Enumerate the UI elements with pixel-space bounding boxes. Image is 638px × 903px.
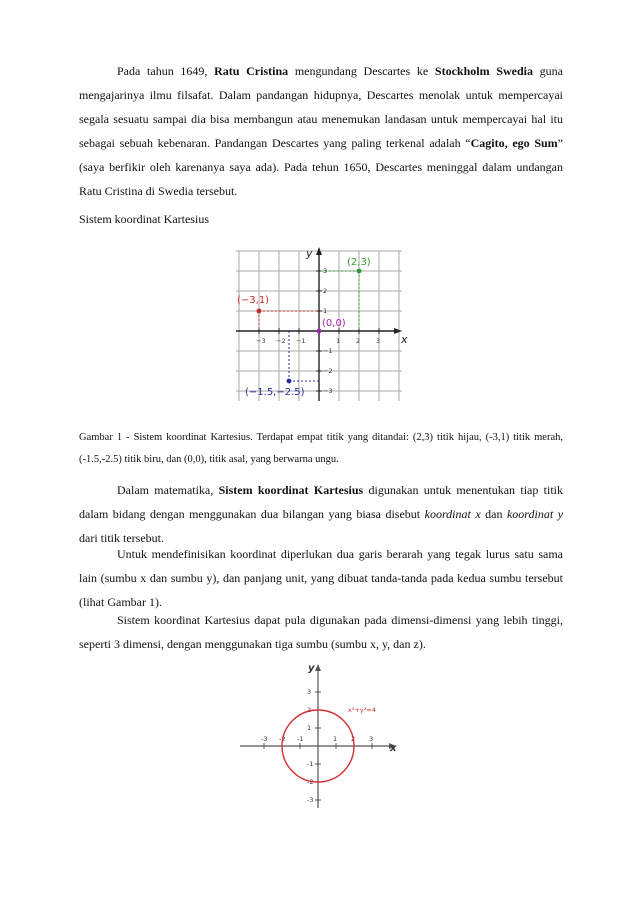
section-heading: Sistem koordinat Kartesius	[79, 212, 209, 226]
x-tick-label: −2	[276, 337, 286, 345]
bold-quote: Cagito, ego Sum	[470, 136, 558, 150]
y-tick-label: 3	[323, 267, 328, 275]
point-marker	[317, 329, 322, 334]
equation-label: x²+y²=4	[348, 706, 376, 714]
x-tick-label: −1	[296, 337, 306, 345]
point-label: (0,0)	[322, 318, 346, 329]
text: dan	[480, 507, 507, 521]
italic-koordinat-x: koordinat x	[424, 507, 481, 521]
paragraph-definition	[79, 478, 563, 550]
y-tick-label: 3	[307, 688, 312, 696]
x-tick-label: −3	[256, 337, 266, 345]
y-tick-label: -3	[307, 796, 314, 804]
bold-sistem-koordinat: Sistem koordinat Kartesius	[218, 483, 364, 497]
y-axis-label: y	[306, 247, 313, 260]
point-label: (−3,1)	[237, 295, 270, 306]
x-tick-label: 1	[333, 735, 338, 743]
y-axis-label: y	[308, 663, 315, 674]
x-tick-label: 2	[356, 337, 361, 345]
y-tick-label: −1	[323, 347, 333, 355]
y-tick-label: 1	[323, 307, 328, 315]
text: ” (saya berfikir oleh karenanya saya ada). Pada tehun 1650, Descartes meninggal dalam undangan Ratu Cristina di Swedia tersebut.	[79, 136, 563, 198]
point-label: (2,3)	[347, 257, 371, 268]
figure-circle-graph	[236, 662, 408, 812]
text: Pada tahun 1649,	[117, 64, 215, 78]
x-tick-label: -1	[297, 735, 304, 743]
paragraph-axes: Untuk mendefinisikan koordinat diperlukan dua garis berarah yang tegak lurus satu sama lain (sumbu x dan sumbu y), dan panjang unit, yang dibuat tanda-tanda pada kedua sumbu tersebut (lihat Gambar 1).	[79, 547, 563, 609]
figure1-caption: Gambar 1 - Sistem koordinat Kartesius. Terdapat empat titik yang ditandai: (2,3) titik hijau, (-3,1) titik merah, (-1.5,-2.5) titik biru, dan (0,0), titik asal, yang berwarna ungu.	[79, 432, 563, 465]
paragraph-dimensions: Sistem koordinat Kartesius dapat pula digunakan pada dimensi-dimensi yang lebih tinggi, seperti 3 dimensi, dengan menggunakan tiga sumbu (sumbu x, y, dan z).	[79, 613, 563, 651]
x-axis-label: x	[401, 333, 408, 346]
x-tick-label: 3	[369, 735, 374, 743]
x-axis-label: x	[390, 743, 397, 754]
y-tick-label: −2	[323, 367, 333, 375]
x-tick-label: 1	[336, 337, 341, 345]
x-tick-label: -3	[261, 735, 268, 743]
x-tick-label: 3	[376, 337, 381, 345]
text: Dalam matematika,	[117, 483, 219, 497]
point-marker	[357, 269, 362, 274]
text: guna mengajarinya ilmu filsafat. Dalam pandangan hidupnya, Descartes menolak untuk mempercayai segala sesuatu sampai dia bisa membangun atau menemukan landasan untuk mempercayai hal itu sebagai sebuah kebenaran. Pandangan Descartes yang paling terkenal adalah “	[79, 64, 563, 150]
x-tick-label: 2	[351, 735, 356, 743]
y-tick-label: -2	[307, 778, 314, 786]
text: mengundang Descartes ke	[288, 64, 435, 78]
bold-ratu-cristina: Ratu Cristina	[214, 64, 289, 78]
italic-koordinat-y: koordinat y	[506, 507, 564, 521]
bold-stockholm-swedia: Stockholm Swedia	[434, 64, 533, 78]
x-tick-label: -2	[279, 735, 286, 743]
y-tick-label: −3	[323, 387, 333, 395]
paragraph-descartes-history	[79, 59, 563, 203]
point-label: (−1.5,−2.5)	[245, 387, 305, 398]
y-tick-label: -1	[307, 760, 314, 768]
y-axis-arrow	[315, 664, 321, 671]
text: dari titik tersebut.	[79, 531, 164, 545]
text: digunakan untuk menentukan tiap titik dalam bidang dengan menggunakan dua bilangan yang biasa disebut	[79, 483, 563, 521]
y-tick-label: 2	[307, 706, 312, 714]
y-tick-label: 1	[307, 724, 312, 732]
y-tick-label: 2	[323, 287, 328, 295]
figure-cartesian-plane	[228, 243, 410, 403]
point-marker	[287, 379, 292, 384]
point-marker	[257, 309, 262, 314]
